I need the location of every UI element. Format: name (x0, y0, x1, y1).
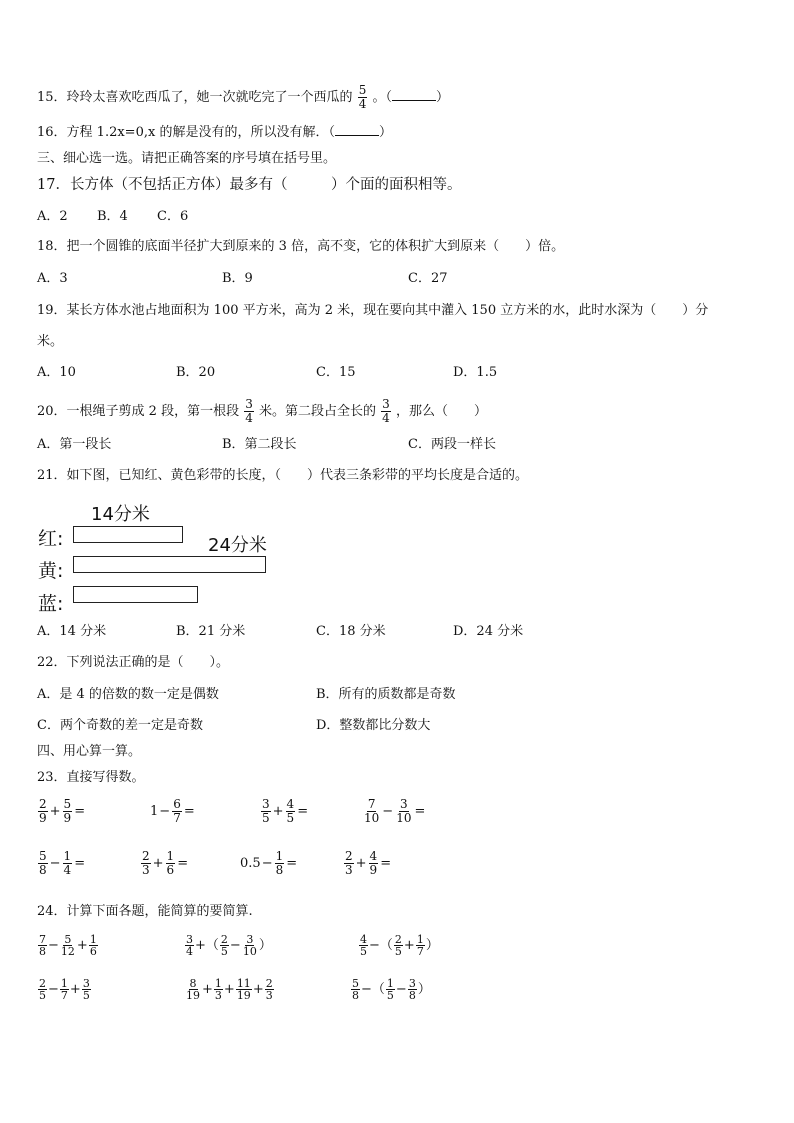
option-b: B．9 (222, 271, 253, 286)
option-b: B．第二段长 (222, 437, 297, 452)
option-c: C．18 分米 (316, 624, 386, 639)
option-c: C．两段一样长 (408, 437, 496, 452)
question-23: 23．直接写得数。 (37, 770, 145, 785)
calc-item: $\frac{2}{3}$ + $\frac{1}{6}$ = (142, 849, 189, 877)
blue-ribbon (73, 586, 198, 603)
fraction: $\frac{3}{4}$ (245, 397, 253, 425)
question-19: 19．某长方体水池占地面积为 100 平方米，高为 2 米，现在要向其中灌入 150 立方米的水，此时水深为（ ）分 (37, 303, 709, 318)
question-22: 22．下列说法正确的是（ ）。 (37, 655, 230, 670)
option-d: D．24 分米 (453, 624, 524, 639)
calc-expression: $\frac{3}{4}$ +（ $\frac{2}{5}$ − $\frac{3}{10}$ ） (186, 933, 272, 958)
calc-expression: $\frac{5}{8}$ −（ $\frac{1}{5}$ − $\frac{3}{8}$ ） (352, 977, 431, 1002)
option-b: B．4 (97, 209, 128, 224)
option-b: B．20 (176, 365, 216, 380)
calc-item: $\frac{5}{8}$ − $\frac{1}{4}$ = (39, 849, 86, 877)
answer-blank (392, 88, 436, 101)
option-a: A．第一段长 (37, 437, 112, 452)
option-a: A．3 (37, 271, 68, 286)
option-b: B．所有的质数都是奇数 (316, 687, 456, 702)
option-a: A．10 (37, 365, 76, 380)
yellow-label: 黄: (38, 560, 64, 582)
question-19-cont: 米。 (37, 334, 64, 349)
option-a: A．2 (37, 209, 68, 224)
calc-expression: $\frac{2}{5}$ − $\frac{1}{7}$ + $\frac{3}{5}$ (39, 977, 90, 1002)
question-16: 16．方程 1.2x=0,x 的解是没有的，所以没有解．（ ） (37, 125, 392, 140)
question-18: 18．把一个圆锥的底面半径扩大到原来的 3 倍，高不变，它的体积扩大到原来（ ）倍。 (37, 239, 565, 254)
option-c: C．两个奇数的差一定是奇数 (37, 718, 203, 733)
fraction: $\frac{5}{4}$ (358, 83, 367, 111)
fraction: $\frac{3}{4}$ (382, 397, 390, 425)
option-c: C．27 (408, 271, 448, 286)
calc-item: 1− $\frac{6}{7}$ = (150, 797, 195, 825)
red-label: 红: (38, 528, 64, 550)
option-d: D．1.5 (453, 365, 498, 380)
question-15: 15．玲玲太喜欢吃西瓜了，她一次就吃完了一个西瓜的 $\frac{5}{4}$ 。（ ） (37, 83, 449, 111)
calc-item: 0.5− $\frac{1}{8}$ = (240, 849, 298, 877)
answer-blank (335, 123, 379, 136)
question-21: 21．如下图，已知红、黄色彩带的长度，（ ）代表三条彩带的平均长度是合适的。 (37, 468, 529, 483)
calc-expression: $\frac{7}{8}$ − $\frac{5}{12}$ + $\frac{1}{6}$ (39, 933, 97, 958)
question-24: 24．计算下面各题，能简算的要简算. (37, 904, 253, 919)
calc-expression: $\frac{4}{5}$ −（ $\frac{2}{5}$ + $\frac{1}{7}$ ） (360, 933, 439, 958)
section-3-heading: 三、细心选一选。请把正确答案的序号填在括号里。 (37, 151, 337, 166)
option-a: A．14 分米 (37, 624, 107, 639)
red-length-label: 14分米 (91, 504, 150, 525)
calc-item: $\frac{3}{5}$ + $\frac{4}{5}$ = (262, 797, 309, 825)
option-b: B．21 分米 (176, 624, 246, 639)
red-ribbon (73, 526, 183, 543)
calc-item: $\frac{2}{9}$ + $\frac{5}{9}$ = (39, 797, 86, 825)
option-a: A．是 4 的倍数的数一定是偶数 (37, 687, 219, 702)
question-20: 20．一根绳子剪成 2 段，第一根段 $\frac{3}{4}$ 米。第二段占全长的 $\frac{3}{4}$ ，那么（ ） (37, 397, 487, 425)
option-c: C．15 (316, 365, 356, 380)
question-17: 17．长方体（不包括正方体）最多有（ ）个面的面积相等。 (37, 177, 462, 193)
calc-expression: $\frac{8}{19}$ + $\frac{1}{3}$ + $\frac{11}{19}$ + $\frac{2}{3}$ (186, 977, 273, 1002)
calc-item: $\frac{7}{10}$ − $\frac{3}{10}$ = (364, 797, 426, 825)
section-4-heading: 四、用心算一算。 (37, 744, 142, 759)
yellow-length-label: 24分米 (208, 535, 267, 556)
yellow-ribbon (73, 556, 266, 573)
option-c: C．6 (157, 209, 189, 224)
blue-label: 蓝: (38, 593, 64, 615)
option-d: D．整数都比分数大 (316, 718, 431, 733)
calc-item: $\frac{2}{3}$ + $\frac{4}{9}$ = (345, 849, 392, 877)
